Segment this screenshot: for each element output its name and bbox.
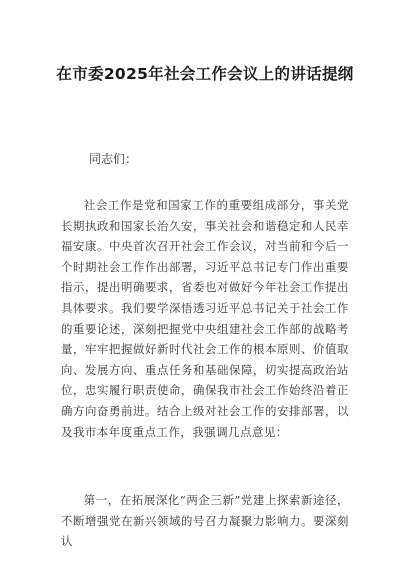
body-paragraph-2: 第一，在拓展深化“两企三新”党建上探索新途径，不断增强党在新兴领域的号召力凝聚力影响力。要深刻认: [61, 493, 349, 549]
document-title: 在市委2025年社会工作会议上的讲话提纲: [56, 65, 354, 83]
salutation: 同志们：: [89, 152, 138, 166]
body-paragraph-1: 社会工作是党和国家工作的重要组成部分，事关党长期执政和国家长治久安，事关社会和谐稳定和人民幸福安康。中央首次召开社会工作会议，对当前和今后一个时期社会工作作出部署，习近平总书记专门作出重要指示，提出明确要求，省委也对做好今年社会工作提出具体要求。我们要学深悟透习近平总书记关于社会工作的重要论述，深刻把握党中央组建社会工作部的战略考量，牢牢把握做好新时代社会工作的根本原则、价值取向、发展方向、重点任务和基础保障，切实提高政治站位，忠实履行职责使命，确保我市社会工作始终沿着正确方向奋勇前进。结合上级对社会工作的安排部署，以及我市本年度重点工作，我强调几点意见：: [61, 198, 349, 439]
